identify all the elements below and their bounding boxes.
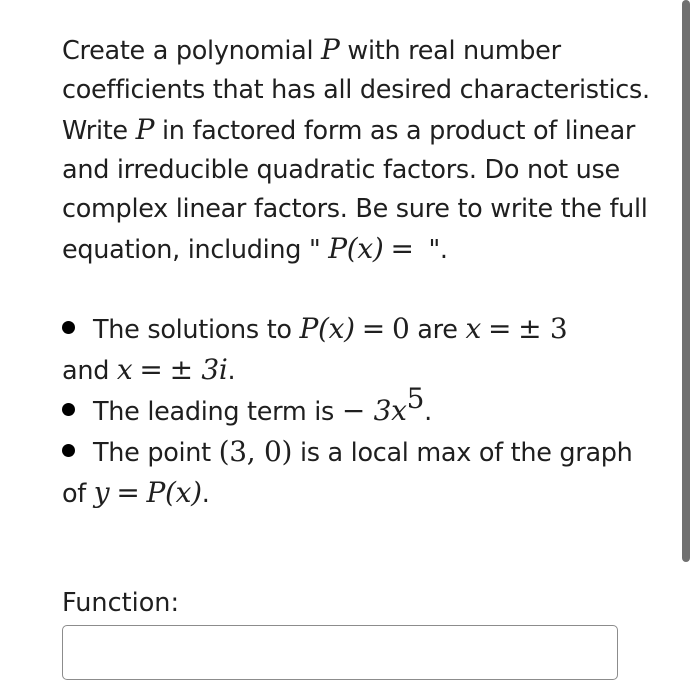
question-prompt — [62, 30, 652, 270]
math-expression: (3, 0) — [218, 435, 293, 468]
prompt-paragraph — [62, 30, 652, 270]
requirement-text: are — [409, 315, 466, 345]
math-exponent: 5 — [406, 382, 425, 415]
prompt-text: in factored form as a product of linear and irreducible quadratic factors. Do not use complex linear factors. Be sure to write the full equation, including " — [62, 116, 648, 265]
math-operator: = — [116, 476, 140, 509]
math-expression: ± 3 — [518, 312, 568, 345]
math-expression: P(x) — [299, 312, 355, 345]
requirement-text: The leading term is — [93, 397, 342, 427]
requirement-text: The point — [93, 438, 219, 468]
function-label: Function: — [62, 588, 180, 618]
math-operator: = — [361, 312, 385, 345]
requirement-leading-term — [62, 382, 652, 432]
bullet-icon — [62, 444, 75, 457]
math-operator: = — [487, 312, 512, 345]
requirement-text: . — [201, 479, 210, 509]
requirement-text: . — [424, 397, 432, 427]
math-expression: y — [93, 476, 110, 509]
question-content — [62, 30, 652, 514]
math-operator: = — [139, 353, 163, 386]
bullet-icon — [62, 403, 75, 416]
requirement-text: and — [62, 356, 117, 386]
math-expression: − 3x — [341, 394, 407, 427]
requirement-solutions — [62, 309, 652, 391]
bullet-icon — [62, 321, 75, 334]
math-p: P — [135, 113, 155, 146]
math-expression: P(x) — [146, 476, 202, 509]
math-expression: ± 3i — [169, 353, 228, 386]
scrollbar[interactable] — [682, 0, 690, 562]
math-expression: x — [465, 312, 481, 345]
requirement-text: . — [227, 356, 236, 386]
prompt-text: ". — [420, 235, 448, 265]
requirement-text: The solutions to — [93, 315, 300, 345]
requirement-text: is a local max of the graph of — [62, 438, 633, 509]
prompt-text: with real number coefficients that has all desired characteristics. Write — [62, 36, 650, 146]
math-equation: P(x) — [328, 232, 384, 265]
math-p: P — [321, 33, 340, 66]
function-input[interactable] — [62, 625, 618, 680]
prompt-text: Create a polynomial — [62, 36, 322, 66]
math-operator: = — [390, 232, 414, 265]
math-expression: 0 — [391, 312, 410, 345]
requirement-local-max — [62, 432, 652, 514]
math-expression: x — [116, 353, 133, 386]
requirements-list — [62, 309, 652, 514]
